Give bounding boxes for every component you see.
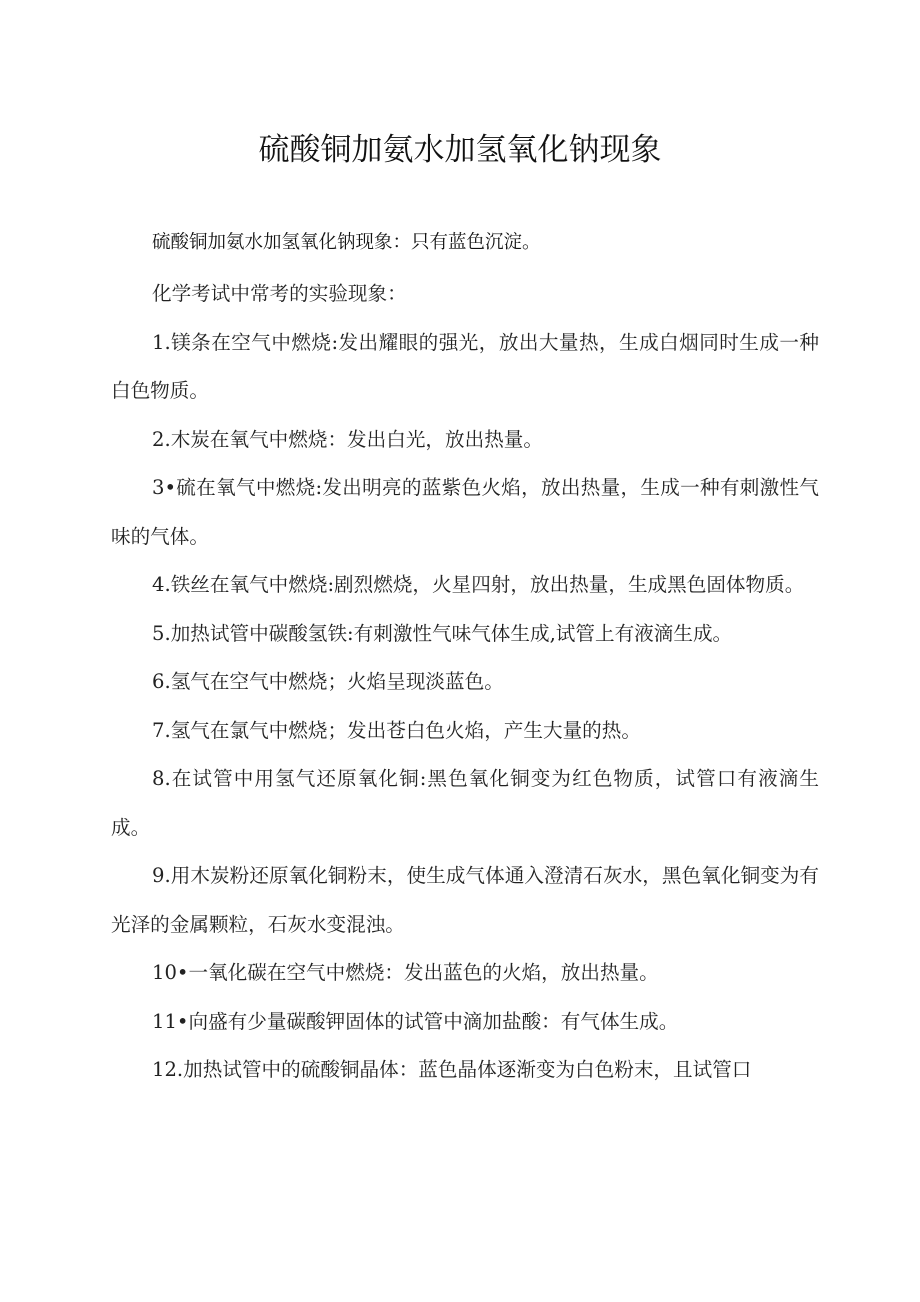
intro-paragraph: 化学考试中常考的实验现象： [152, 282, 407, 305]
list-item: 5.加热试管中碳酸氢铁:有刺激性气味气体生成,试管上有液滴生成。 [152, 621, 733, 645]
list-item: 8.在试管中用氢气还原氧化铜:黑色氧化铜变为红色物质，试管口有液滴生成。 [111, 767, 819, 839]
list-item: 4.铁丝在氧气中燃烧:剧烈燃烧，火星四射，放出热量，生成黑色固体物质。 [152, 573, 805, 596]
list-item: 3•硫在氧气中燃烧:发出明亮的蓝紫色火焰，放出热量，生成一种有刺激性气味的气体。 [111, 476, 819, 548]
lead-sentence: 硫酸铜加氨水加氢氧化钠现象：只有蓝色沉淀。 [152, 232, 541, 253]
document-title: 硫酸铜加氨水加氢氧化钠现象 [258, 132, 662, 168]
list-item: 12.加热试管中的硫酸铜晶体：蓝色晶体逐渐变为白色粉末，且试管口 [152, 1058, 752, 1081]
list-item: 9.用木炭粉还原氧化铜粉末，使生成气体通入澄清石灰水，黑色氧化铜变为有光泽的金属颗粒，石灰水变混浊。 [111, 864, 819, 936]
list-item: 7.氢气在氯气中燃烧；发出苍白色火焰，产生大量的热。 [152, 718, 641, 742]
list-item: 2.木炭在氧气中燃烧：发出白光，放出热量。 [152, 427, 543, 451]
list-item: 6.氢气在空气中燃烧；火焰呈现淡蓝色。 [152, 670, 504, 693]
document-body [111, 270, 819, 1095]
list-item: 10•一氧化碳在空气中燃烧：发出蓝色的火焰，放出热量。 [152, 961, 659, 984]
list-item: 1.镁条在空气中燃烧:发出耀眼的强光，放出大量热，生成白烟同时生成一种白色物质。 [111, 330, 819, 402]
list-item: 11•向盛有少量碳酸钾固体的试管中滴加盐酸：有气体生成。 [152, 1009, 679, 1033]
